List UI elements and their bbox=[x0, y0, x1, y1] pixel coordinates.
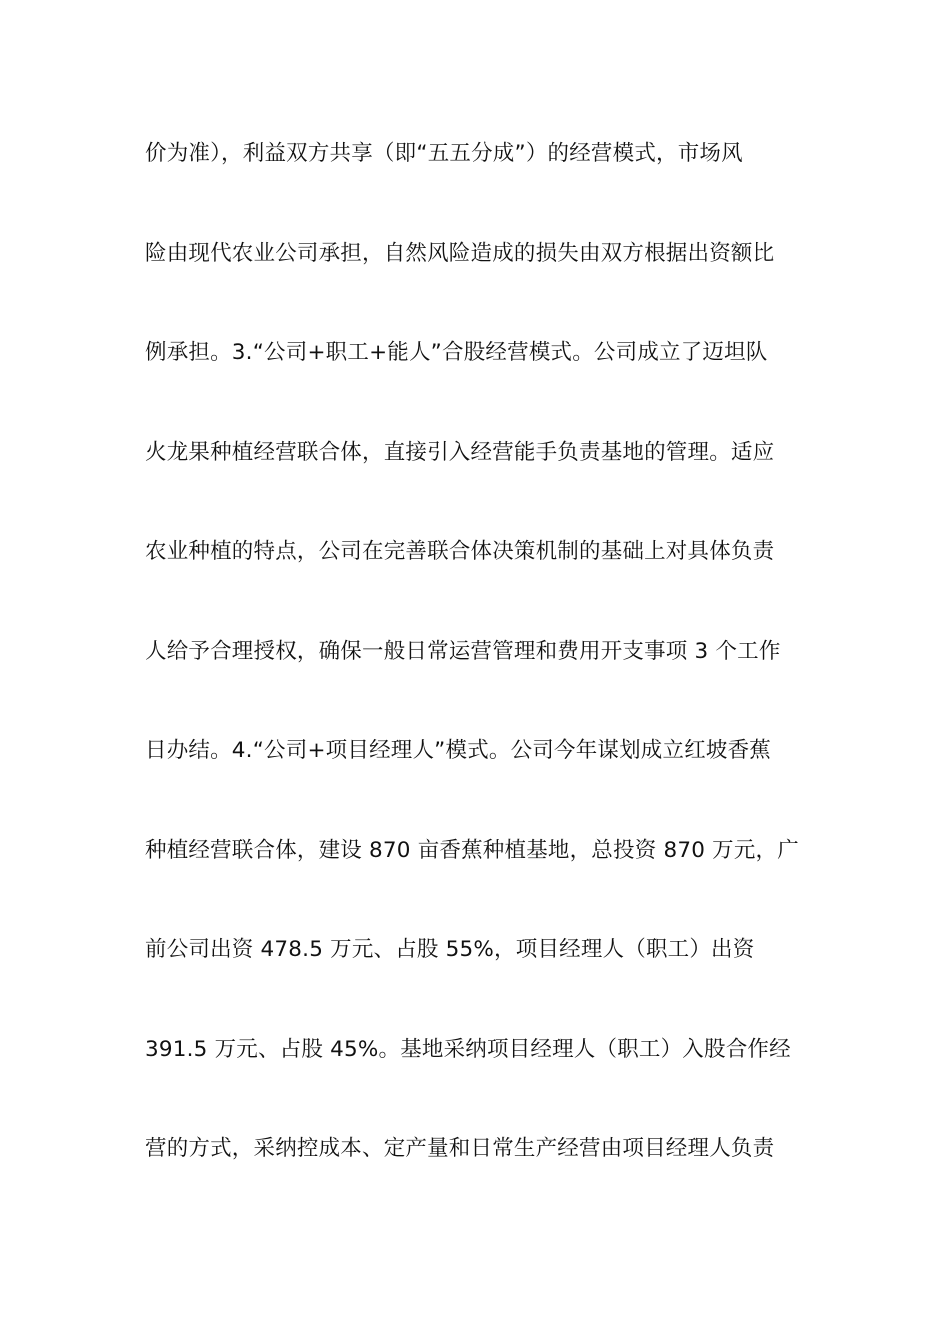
text-line: 险由现代农业公司承担，自然风险造成的损失由双方根据出资额比 bbox=[145, 240, 775, 266]
text-line: 前公司出资 478.5 万元、占股 55%，项目经理人（职工）出资 bbox=[145, 937, 755, 962]
text-line: 日办结。4.“公司+项目经理人”模式。公司今年谋划成立红坡香蕉 bbox=[145, 738, 772, 763]
text-line: 种植经营联合体，建设 870 亩香蕉种植基地，总投资 870 万元，广 bbox=[145, 837, 799, 863]
text-line: 营的方式，采纳控成本、定产量和日常生产经营由项目经理人负责 bbox=[145, 1136, 775, 1161]
text-line: 391.5 万元、占股 45%。基地采纳项目经理人（职工）入股合作经 bbox=[145, 1036, 791, 1062]
text-line: 例承担。3.“公司+职工+能人”合股经营模式。公司成立了迈坦队 bbox=[145, 340, 768, 365]
body-paragraph bbox=[145, 128, 810, 1223]
text-line: 农业种植的特点，公司在完善联合体决策机制的基础上对具体负责 bbox=[145, 539, 775, 564]
text-line: 价为准），利益双方共享（即“五五分成”）的经营模式，市场风 bbox=[145, 141, 743, 166]
text-line: 火龙果种植经营联合体，直接引入经营能手负责基地的管理。适应 bbox=[145, 439, 775, 465]
text-line: 人给予合理授权，确保一般日常运营管理和费用开支事项 3 个工作 bbox=[145, 638, 781, 664]
